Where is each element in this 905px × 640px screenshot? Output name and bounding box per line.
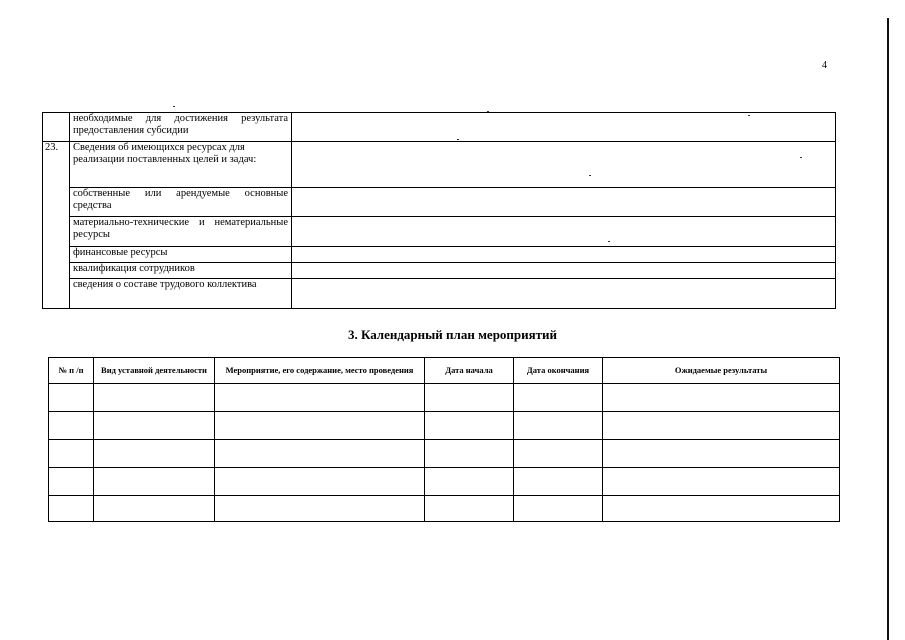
table-row — [43, 217, 836, 247]
table-row — [43, 263, 836, 279]
table-cell — [49, 496, 94, 522]
table-cell — [425, 468, 514, 496]
table-cell — [94, 496, 215, 522]
table-row — [43, 142, 836, 188]
row-label: материально-технические и нематериальные ресурсы — [70, 217, 292, 247]
header-num: № п /п — [49, 358, 94, 384]
scan-speck — [173, 106, 175, 107]
table-row — [49, 384, 840, 412]
row-value — [292, 263, 836, 279]
row-label: квалификация сотрудников — [70, 263, 292, 279]
header-start-date: Дата начала — [425, 358, 514, 384]
table-row — [43, 113, 836, 142]
row-label: Сведения об имеющихся ресурсах для реализации поставленных целей и задач: — [70, 142, 292, 188]
table-row — [43, 188, 836, 217]
row-label: собственные или арендуемые основные средства — [70, 188, 292, 217]
row-number — [43, 113, 70, 142]
table-cell — [603, 468, 840, 496]
scan-speck — [589, 175, 591, 176]
table-row — [43, 279, 836, 309]
row-value — [292, 279, 836, 309]
row-value — [292, 113, 836, 142]
table-cell — [94, 440, 215, 468]
table-cell — [425, 496, 514, 522]
resources-table — [42, 112, 836, 309]
table-cell — [514, 412, 603, 440]
section-title: 3. Календарный план мероприятий — [347, 327, 558, 342]
row-value — [292, 188, 836, 217]
table-cell — [603, 384, 840, 412]
header-results: Ожидаемые результаты — [603, 358, 840, 384]
table-cell — [514, 468, 603, 496]
row-number: 23. — [43, 142, 70, 309]
table-cell — [215, 412, 425, 440]
table-cell — [215, 440, 425, 468]
table-cell — [514, 440, 603, 468]
header-end-date: Дата окончания — [514, 358, 603, 384]
table-row — [49, 468, 840, 496]
table-cell — [603, 440, 840, 468]
table-row — [49, 412, 840, 440]
table-cell — [514, 496, 603, 522]
table-row — [49, 496, 840, 522]
table-cell — [603, 496, 840, 522]
table-cell — [49, 412, 94, 440]
header-event: Мероприятие, его содержание, место проведения — [215, 358, 425, 384]
table-cell — [49, 468, 94, 496]
table-cell — [514, 384, 603, 412]
row-label: необходимые для достижения результата предоставления субсидии — [70, 113, 292, 142]
table-cell — [215, 496, 425, 522]
table-cell — [215, 384, 425, 412]
row-value — [292, 247, 836, 263]
table-cell — [215, 468, 425, 496]
row-label: сведения о составе трудового коллектива — [70, 279, 292, 309]
table-cell — [94, 468, 215, 496]
header-activity-type: Вид уставной деятельности — [94, 358, 215, 384]
row-value — [292, 142, 836, 188]
table-row — [43, 247, 836, 263]
scan-speck — [748, 115, 750, 116]
table-cell — [425, 412, 514, 440]
scan-speck — [457, 139, 459, 140]
scan-speck — [800, 157, 802, 158]
table-row — [49, 440, 840, 468]
table-cell — [94, 412, 215, 440]
plan-body — [49, 384, 840, 522]
table-cell — [603, 412, 840, 440]
scan-speck — [608, 241, 610, 242]
table-cell — [425, 384, 514, 412]
table-cell — [425, 440, 514, 468]
table-cell — [49, 384, 94, 412]
scan-speck — [487, 111, 489, 112]
table-cell — [94, 384, 215, 412]
row-value — [292, 217, 836, 247]
page-number: 4 — [822, 60, 827, 71]
calendar-plan-table — [48, 357, 840, 522]
table-cell — [49, 440, 94, 468]
row-label: финансовые ресурсы — [70, 247, 292, 263]
header-row — [49, 358, 840, 384]
